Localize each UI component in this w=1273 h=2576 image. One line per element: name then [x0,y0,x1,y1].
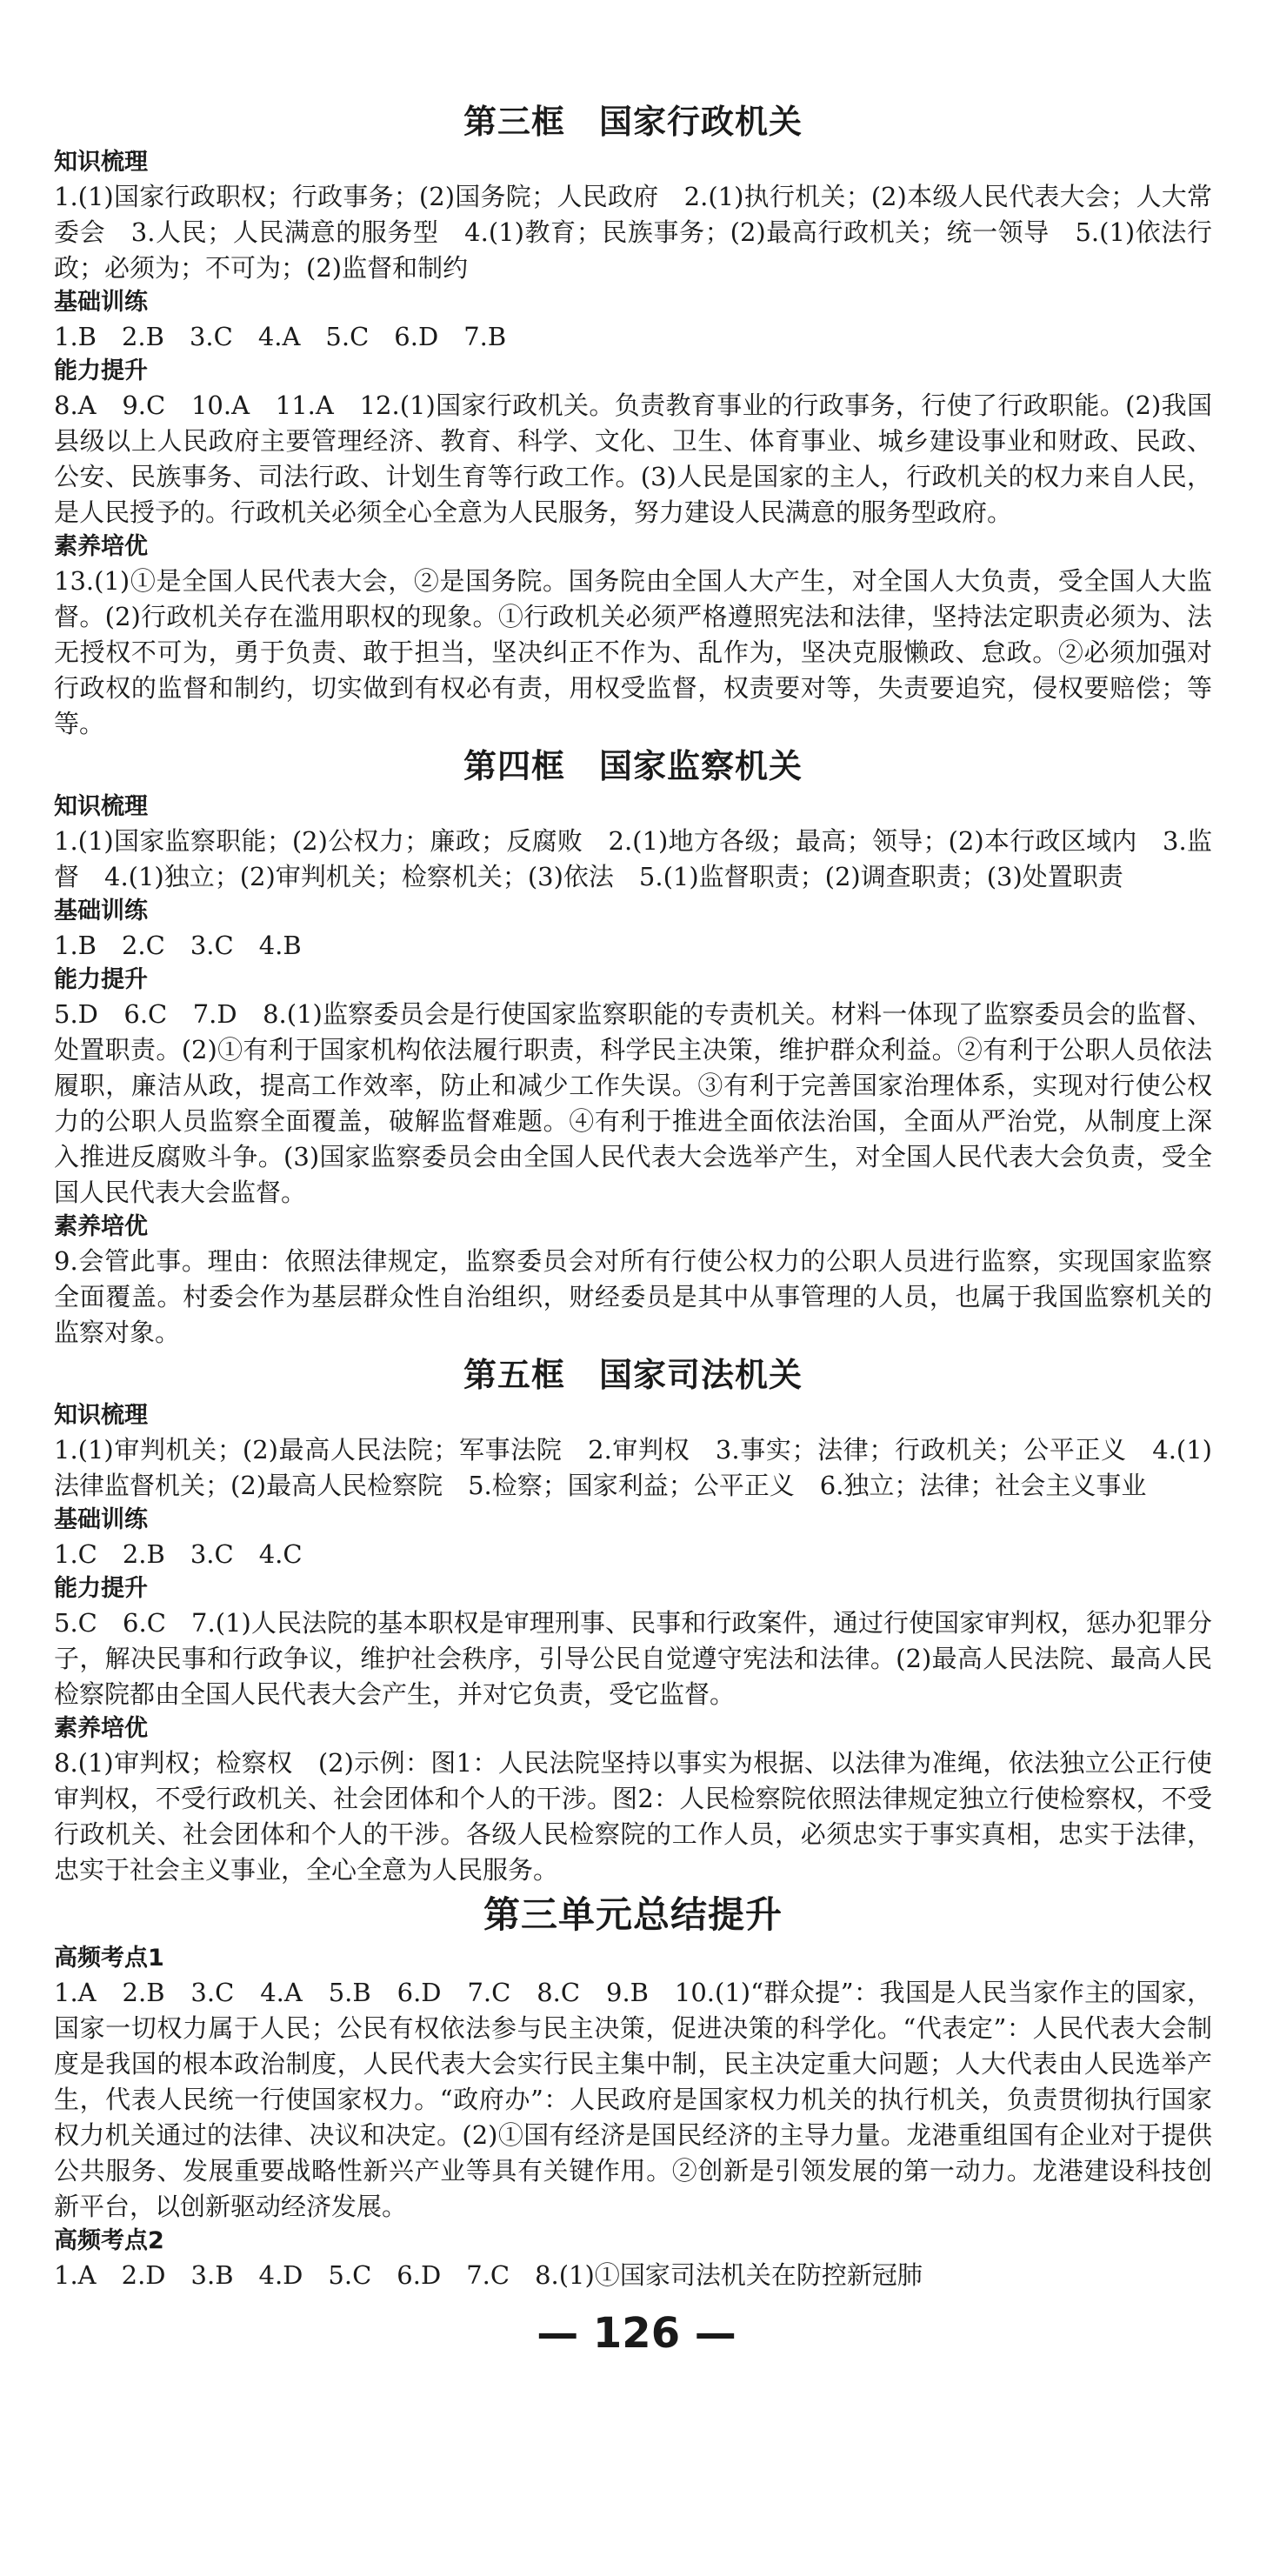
section-title: 第三框 国家行政机关 [463,102,803,141]
sub-heading: 素养培优 [54,1213,148,1240]
sub-heading: 基础训练 [54,289,148,316]
sub-heading: 能力提升 [54,357,148,384]
answer-paragraph: 5.D 6.C 7.D 8.(1)监察委员会是行使国家监察职能的专责机关。材料一体现了监察委员会的监督、处置职责。(2)①有利于国家机构依法履行职责，科学民主决策，维护群众利益。②有利于公职人员依法履职，廉洁从政，提高工作效率，防止和减少工作失误。③有利于完善国家治理体系，实现对行使公权力的公职人员监察全面覆盖，破解监督难题。④有利于推进全面依法治国，全面从严治党，从制度上深入推进反腐败斗争。(3)国家监察委员会由全国人民代表大会选举产生，对全国人民代表大会负责，受全国人民代表大会监督。 [54,999,1212,1207]
answer-paragraph: 1.(1)国家监察职能；(2)公权力；廉政；反腐败 2.(1)地方各级；最高；领导；(2)本行政区域内 3.监督 4.(1)独立；(2)审判机关；检察机关；(3)依法 5.(1)监督职责；(2)调查职责；(3)处置职责 [54,826,1212,891]
answer-paragraph: 1.(1)国家行政职权；行政事务；(2)国务院；人民政府 2.(1)执行机关；(2)本级人民代表大会；人大常委会 3.人民；人民满意的服务型 4.(1)教育；民族事务；(2)最高行政机关；统一领导 5.(1)依法行政；必须为；不可为；(2)监督和制约 [54,182,1212,283]
sub-heading: 基础训练 [54,1506,148,1533]
answer-paragraph: 13.(1)①是全国人民代表大会，②是国务院。国务院由全国人大产生，对全国人大负责，受全国人大监督。(2)行政机关存在滥用职权的现象。①行政机关必须严格遵照宪法和法律，坚持法定职责必须为、法无授权不可为，勇于负责、敢于担当，坚决纠正不作为、乱作为，坚决克服懒政、怠政。②必须加强对行政权的监督和制约，切实做到有权必有责，用权受监督，权责要对等，失责要追究，侵权要赔偿；等等。 [54,566,1212,738]
section-title: 第四框 国家监察机关 [463,746,803,785]
answer-paragraph: 1.B 2.B 3.C 4.A 5.C 6.D 7.B [54,322,507,351]
answer-paragraph: 5.C 6.C 7.(1)人民法院的基本职权是审理刑事、民事和行政案件，通过行使国家审判权，惩办犯罪分子，解决民事和行政争议，维护社会秩序，引导公民自觉遵守宪法和法律。(2)最高人民法院、最高人民检察院都由全国人民代表大会产生，并对它负责，受它监督。 [54,1608,1212,1709]
unit-summary-title: 第三单元总结提升 [483,1893,783,1936]
answer-paragraph: 1.B 2.C 3.C 4.B [54,931,302,960]
answer-paragraph: 8.A 9.C 10.A 11.A 12.(1)国家行政机关。负责教育事业的行政事务，行使了行政职能。(2)我国县级以上人民政府主要管理经济、教育、科学、文化、卫生、体育事业、城乡建设事业和财政、民政、公安、民族事务、司法行政、计划生育等行政工作。(3)人民是国家的主人，行政机关的权力来自人民，是人民授予的。行政机关必须全心全意为人民服务，努力建设人民满意的服务型政府。 [54,390,1212,527]
sub-heading: 知识梳理 [54,793,148,820]
page-number: — 126 — [537,2309,736,2358]
sub-heading: 能力提升 [54,966,148,993]
answer-paragraph: 1.C 2.B 3.C 4.C [54,1539,303,1569]
sub-heading: 素养培优 [54,533,148,560]
sub-heading: 素养培优 [54,1715,148,1742]
answer-paragraph: 8.(1)审判权；检察权 (2)示例：图1：人民法院坚持以事实为根据、以法律为准绳，依法独立公正行使审判权，不受行政机关、社会团体和个人的干涉。图2：人民检察院依照法律规定独立行使检察权，不受行政机关、社会团体和个人的干涉。各级人民检察院的工作人员，必须忠实于事实真相，忠实于法律，忠实于社会主义事业，全心全意为人民服务。 [54,1748,1212,1885]
answer-paragraph: 1.A 2.D 3.B 4.D 5.C 6.D 7.C 8.(1)①国家司法机关在防控新冠肺 [54,2260,923,2290]
answer-paragraph: 9.会管此事。理由：依照法律规定，监察委员会对所有行使公权力的公职人员进行监察，实现国家监察全面覆盖。村委会作为基层群众性自治组织，财经委员是其中从事管理的人员，也属于我国监察机关的监察对象。 [54,1246,1212,1347]
answer-paragraph: 1.A 2.B 3.C 4.A 5.B 6.D 7.C 8.C 9.B 10.(1)“群众提”：我国是人民当家作主的国家，国家一切权力属于人民；公民有权依法参与民主决策，促进决策的科学化。“代表定”：人民代表大会制度是我国的根本政治制度，人民代表大会实行民主集中制，民主决定重大问题；人大代表由人民选举产生，代表人民统一行使国家权力。“政府办”：人民政府是国家权力机关的执行机关，负责贯彻执行国家权力机关通过的法律、决议和决定。(2)①国有经济是国民经济的主导力量。龙港重组国有企业对于提供公共服务、发展重要战略性新兴产业等具有关键作用。②创新是引领发展的第一动力。龙港建设科技创新平台，以创新驱动经济发展。 [54,1978,1212,2221]
answer-paragraph: 1.(1)审判机关；(2)最高人民法院；军事法院 2.审判权 3.事实；法律；行政机关；公平正义 4.(1)法律监督机关；(2)最高人民检察院 5.检察；国家利益；公平正义 6.独立；法律；社会主义事业 [54,1435,1212,1500]
sub-heading: 基础训练 [54,898,148,924]
sub-heading: 知识梳理 [54,1402,148,1429]
sub-heading: 高频考点1 [54,1945,164,1972]
sub-heading: 能力提升 [54,1575,148,1602]
section-title: 第五框 国家司法机关 [463,1355,803,1394]
sub-heading: 知识梳理 [54,149,148,176]
sub-heading: 高频考点2 [54,2227,164,2254]
